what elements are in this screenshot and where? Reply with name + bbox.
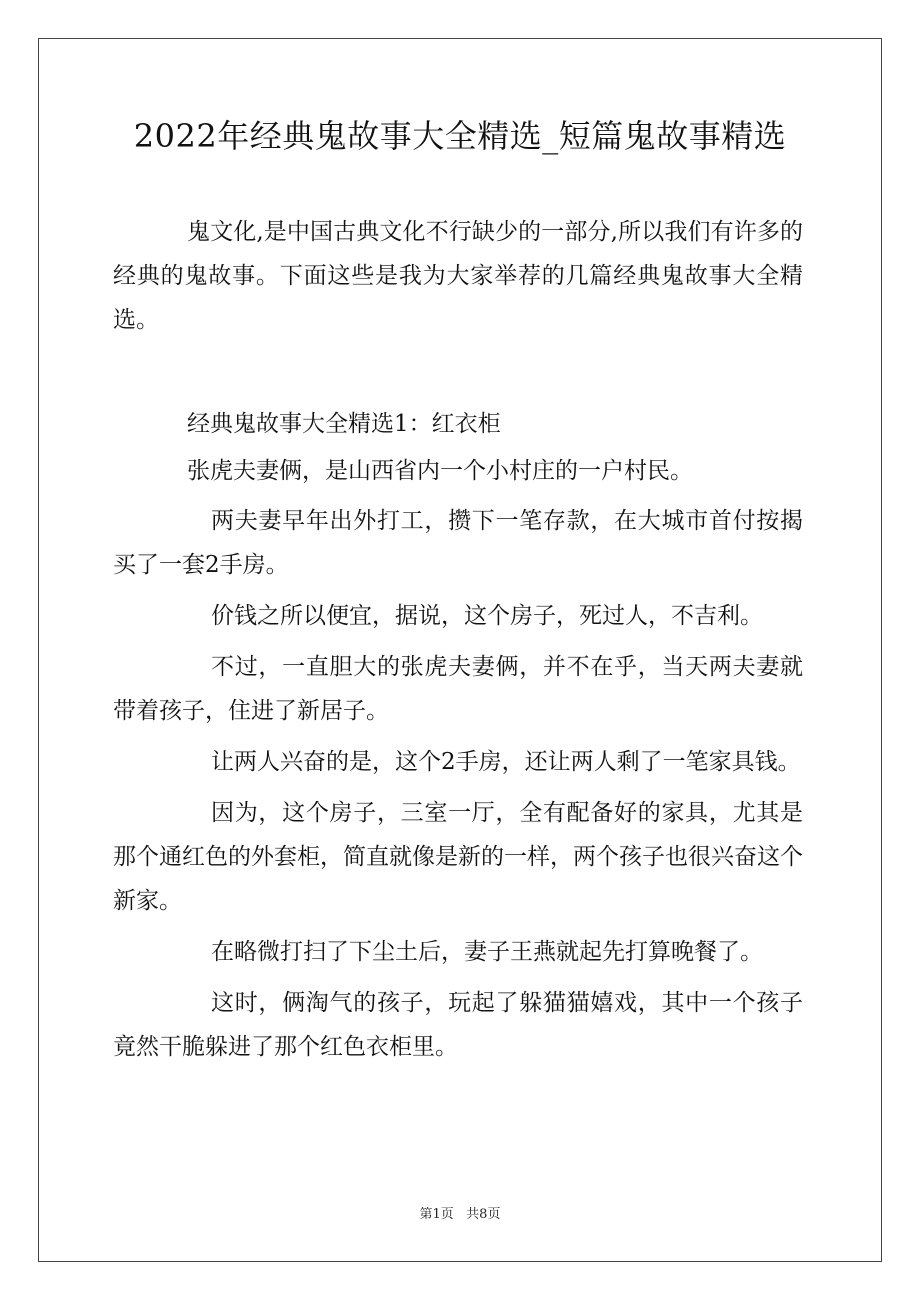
story-paragraph: 让两人兴奋的是，这个2手房，还让两人剩了一笔家具钱。	[211, 749, 801, 775]
intro-paragraph: 鬼文化,是中国古典文化不行缺少的一部分,所以我们有许多的经典的鬼故事。下面这些是我为大家举荐的几篇经典鬼故事大全精选。	[113, 219, 803, 333]
story-body	[113, 499, 803, 1076]
story-opening-line: 张虎夫妻俩，是山西省内一个小村庄的一户村民。	[187, 458, 693, 484]
story-paragraph: 因为，这个房子，三室一厅，全有配备好的家具，尤其是那个通红色的外套柜，简直就像是新的一样，两个孩子也很兴奋这个新家。	[113, 800, 803, 914]
section-heading-block	[113, 402, 803, 446]
document-title: 2022年经典鬼故事大全精选_短篇鬼故事精选	[133, 117, 787, 155]
intro-block	[113, 210, 803, 342]
story-opening-block	[113, 449, 803, 493]
page-number-footer: 第1页 共8页	[419, 1207, 501, 1222]
story-paragraph: 在略微打扫了下尘土后，妻子王燕就起先打算晚餐了。	[211, 939, 763, 965]
story-paragraph: 不过，一直胆大的张虎夫妻俩，并不在乎，当天两夫妻就带着孩子，住进了新居子。	[113, 654, 803, 724]
section-heading: 经典鬼故事大全精选1：红衣柜	[187, 411, 501, 437]
story-paragraph: 两夫妻早年出外打工，攒下一笔存款，在大城市首付按揭买了一套2手房。	[113, 508, 803, 578]
story-paragraph: 价钱之所以便宜，据说，这个房子，死过人，不吉利。	[211, 603, 763, 629]
story-paragraph: 这时，俩淘气的孩子，玩起了躲猫猫嬉戏，其中一个孩子竟然干脆躲进了那个红色衣柜里。	[113, 990, 803, 1060]
